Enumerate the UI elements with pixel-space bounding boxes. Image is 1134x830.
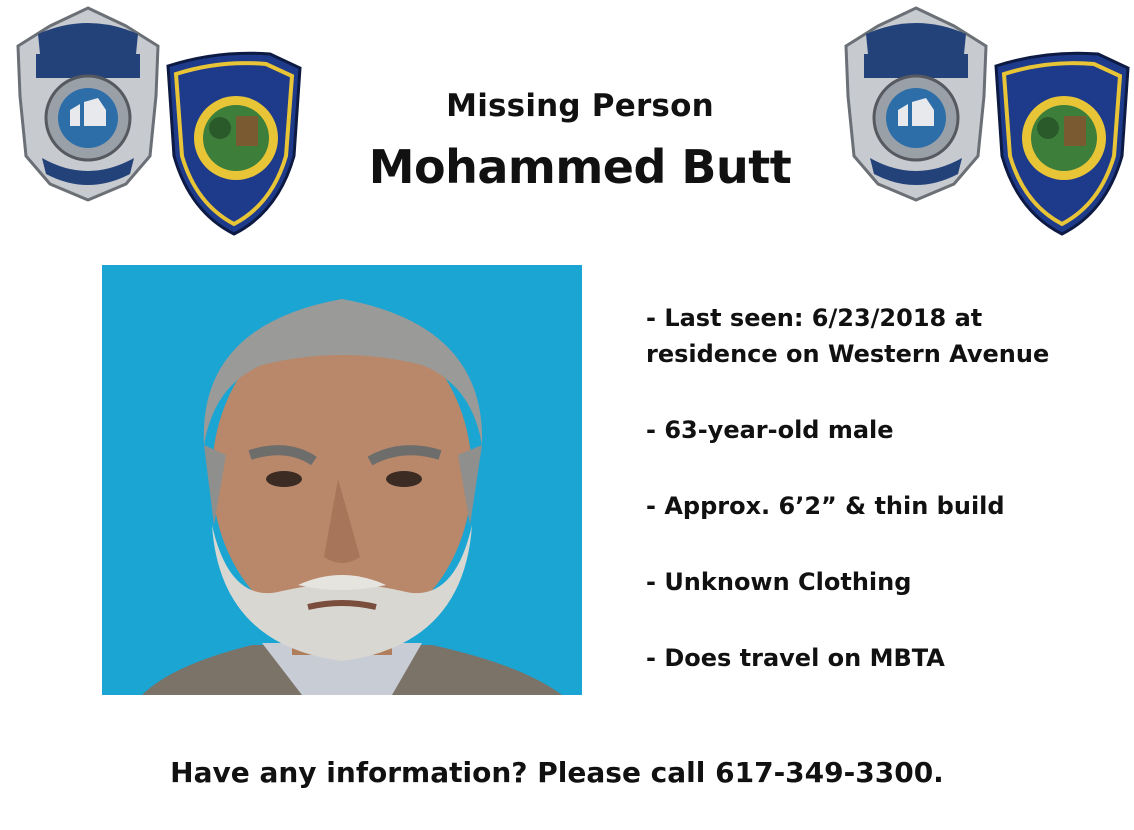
person-name: Mohammed Butt — [368, 140, 792, 194]
cambridge-police-patch — [168, 53, 300, 234]
contact-footer — [0, 756, 1134, 789]
contact-text: Have any information? Please call 617-349-3300. — [170, 756, 944, 789]
detail-height-build: - Approx. 6’2” & thin build — [646, 492, 1005, 520]
police-badges-left — [8, 6, 308, 242]
police-badges-left-graphic — [8, 6, 308, 242]
cambridge-police-patch — [996, 53, 1128, 234]
person-details — [646, 300, 1116, 716]
missing-person-photo — [102, 265, 582, 695]
missing-person-heading: Missing Person — [446, 88, 714, 124]
detail-last-seen — [646, 300, 1116, 372]
detail-travel: - Does travel on MBTA — [646, 644, 945, 672]
detail-clothing: - Unknown Clothing — [646, 568, 912, 596]
detail-last-seen-line1: - Last seen: 6/23/2018 at — [646, 304, 983, 332]
detail-age: - 63-year-old male — [646, 416, 894, 444]
police-badges-right-graphic — [836, 6, 1134, 242]
police-badges-right — [836, 6, 1134, 242]
portrait-illustration — [102, 265, 582, 695]
detail-last-seen-line2: residence on Western Avenue — [646, 340, 1050, 368]
patrol-officer-badge — [846, 8, 986, 200]
patrol-officer-badge — [18, 8, 158, 200]
